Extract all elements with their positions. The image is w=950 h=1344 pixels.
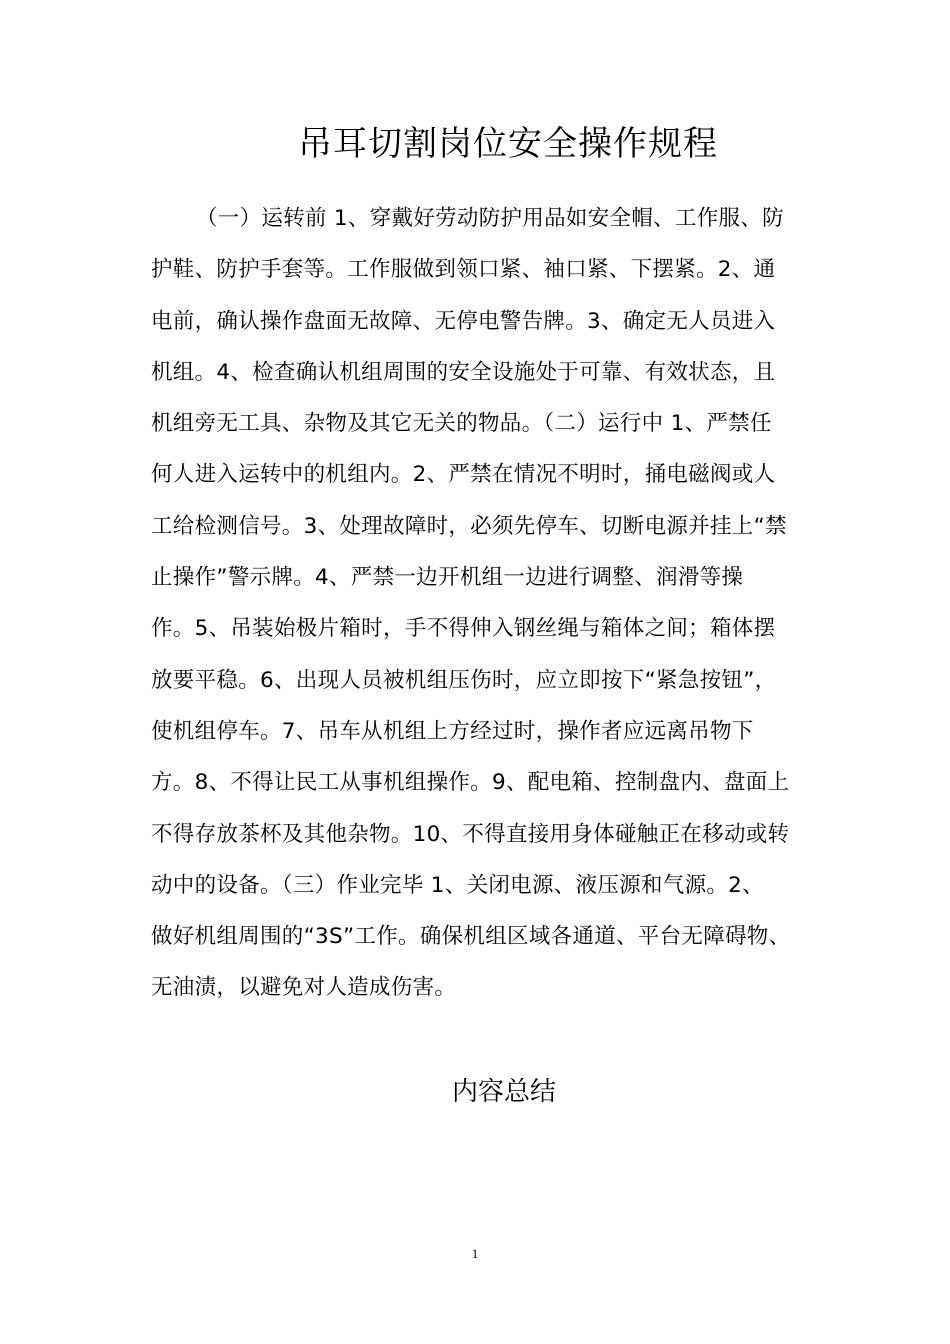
body-line: 电前，确认操作盘面无故障、无停电警告牌。3、确定无人员进入 [151,308,776,334]
body-line: 无油渍，以避免对人造成伤害。 [151,975,457,1001]
body-line: 作。5、吊装始极片箱时，手不得伸入钢丝绳与箱体之间；箱体摆 [151,616,776,642]
body-line: 使机组停车。7、吊车从机组上方经过时，操作者应远离吊物下 [151,718,754,744]
page-number: 1 [471,1246,479,1261]
body-line: 工给检测信号。3、处理故障时，必须先停车、切断电源并挂上“禁 [151,513,787,539]
body-line: 何人进入运转中的机组内。2、严禁在情况不明时，捅电磁阀或人 [151,462,776,488]
body-line: 机组旁无工具、杂物及其它无关的物品。（二）运行中 1、严禁任 [151,411,772,437]
document-title: 吊耳切割岗位安全操作规程 [298,124,718,164]
body-line: 放要平稳。6、出现人员被机组压伤时，应立即按下“紧急按钮”， [151,667,777,693]
body-line: 护鞋、防护手套等。工作服做到领口紧、袖口紧、下摆紧。2、通 [151,257,776,283]
body-line: 做好机组周围的“3S”工作。确保机组区域各通道、平台无障碍物、 [151,924,791,950]
summary-heading: 内容总结 [451,1077,556,1107]
body-line: 止操作”警示牌。4、严禁一边开机组一边进行调整、润滑等操 [151,565,744,591]
body-line: 方。8、不得让民工从事机组操作。9、配电箱、控制盘内、盘面上 [151,770,790,796]
body-line: 不得存放茶杯及其他杂物。10、不得直接用身体碰触正在移动或转 [151,821,790,847]
body-line: （一）运转前 1、穿戴好劳动防护用品如安全帽、工作服、防 [196,206,784,231]
body-text [151,193,811,1014]
body-line: 动中的设备。（三）作业完毕 1、关闭电源、液压源和气源。2、 [151,872,764,898]
body-line: 机组。4、检查确认机组周围的安全设施处于可靠、有效状态，且 [151,359,776,385]
